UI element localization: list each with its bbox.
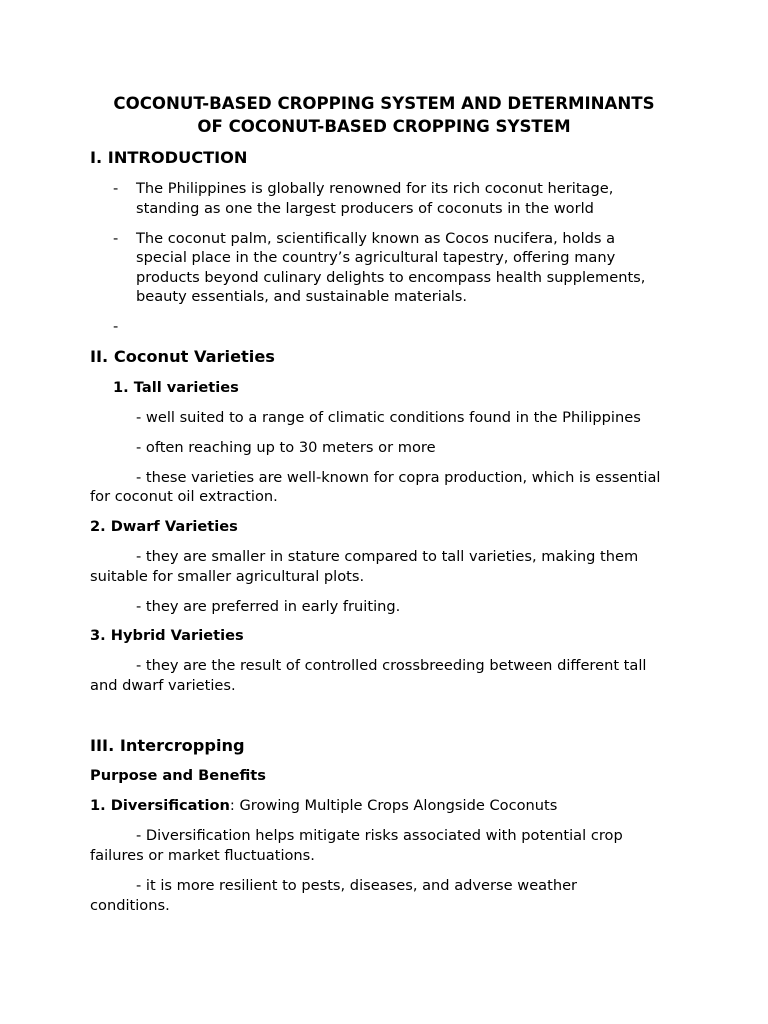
subheading-hybrid-varieties: 3. Hybrid Varieties [90, 627, 244, 644]
document-title-line-2: OF COCONUT-BASED CROPPING SYSTEM [197, 117, 571, 136]
list-dash: - [113, 180, 119, 197]
diversification-paragraph-1-line-1: - Diversification helps mitigate risks associated with potential crop [136, 827, 623, 844]
tall-paragraph-3-line-2: for coconut oil extraction. [90, 488, 278, 505]
diversification-description: : Growing Multiple Crops Alongside Coconuts [229, 797, 558, 814]
tall-paragraph-3-line-1: - these varieties are well-known for copra production, which is essential [136, 469, 661, 486]
subheading-tall-varieties: 1. Tall varieties [113, 379, 239, 396]
intro-bullet-1-line-1: The Philippines is globally renowned for its rich coconut heritage, [136, 180, 614, 197]
diversification-line [90, 796, 557, 816]
tall-paragraph-1: - well suited to a range of climatic conditions found in the Philippines [136, 409, 641, 426]
document-title-line-1: COCONUT-BASED CROPPING SYSTEM AND DETERMINANTS [113, 94, 655, 113]
dwarf-paragraph-1-line-1: - they are smaller in stature compared to tall varieties, making them [136, 548, 639, 565]
list-dash: - [113, 230, 119, 247]
intro-bullet-2-line-1: The coconut palm, scientifically known as Cocos nucifera, holds a [136, 230, 616, 247]
subheading-dwarf-varieties: 2. Dwarf Varieties [90, 518, 238, 535]
section-heading-introduction: I. INTRODUCTION [90, 148, 248, 167]
hybrid-paragraph-1-line-1: - they are the result of controlled crossbreeding between different tall [136, 657, 647, 674]
section-heading-varieties: II. Coconut Varieties [90, 347, 275, 366]
subheading-purpose-benefits: Purpose and Benefits [90, 767, 266, 784]
diversification-paragraph-2-line-1: - it is more resilient to pests, diseases, and adverse weather [136, 877, 578, 894]
diversification-label: 1. Diversification [90, 797, 230, 814]
section-heading-intercropping: III. Intercropping [90, 736, 245, 755]
intro-bullet-2-line-2: special place in the country’s agricultural tapestry, offering many [136, 249, 616, 266]
intro-bullet-2-line-4: beauty essentials, and sustainable materials. [136, 288, 468, 305]
diversification-paragraph-1-line-2: failures or market fluctuations. [90, 847, 315, 864]
hybrid-paragraph-1-line-2: and dwarf varieties. [90, 677, 236, 694]
tall-paragraph-2: - often reaching up to 30 meters or more [136, 439, 436, 456]
dwarf-paragraph-1-line-2: suitable for smaller agricultural plots. [90, 568, 365, 585]
dwarf-paragraph-2: - they are preferred in early fruiting. [136, 598, 401, 615]
list-dash-empty: - [113, 318, 119, 335]
intro-bullet-1-line-2: standing as one the largest producers of coconuts in the world [136, 200, 594, 217]
diversification-paragraph-2-line-2: conditions. [90, 897, 170, 914]
intro-bullet-2-line-3: products beyond culinary delights to encompass health supplements, [136, 269, 646, 286]
